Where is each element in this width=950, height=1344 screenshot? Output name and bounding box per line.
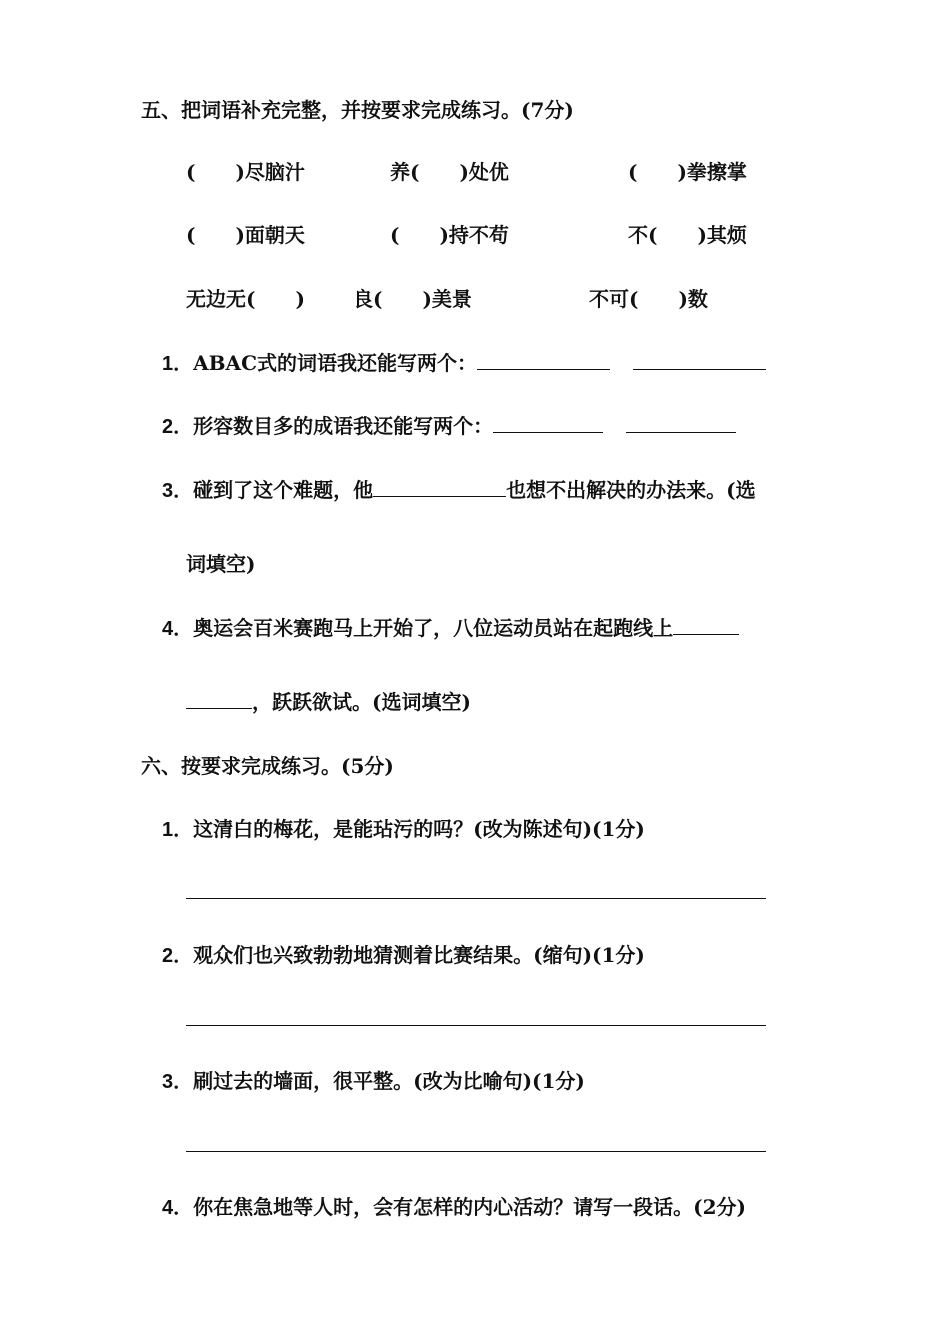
s5-q1-text: ABAC式的词语我还能写两个：	[193, 351, 477, 375]
s5-question-1	[162, 350, 766, 377]
idiom-3-3: 不可( )数	[589, 287, 708, 311]
s5-q2-blank-2[interactable]	[626, 414, 736, 433]
s6-q2-answer-line[interactable]	[186, 1025, 766, 1026]
section6-title: 六、按要求完成练习。(5分)	[141, 754, 394, 778]
s5-q4-blank-b[interactable]	[186, 690, 252, 709]
s5-q4-text-a: 奥运会百米赛跑马上开始了，八位运动员站在起跑线上	[193, 616, 674, 640]
s5-q2-text: 形容数目多的成语我还能写两个：	[193, 414, 494, 438]
s5-q4-line-2	[186, 689, 471, 715]
s5-q1-number: 1．	[162, 353, 194, 375]
idiom-1-2: 养( )处优	[390, 160, 509, 184]
s5-q3-number: 3．	[162, 480, 194, 502]
s5-q3-text-c: 词填空)	[186, 552, 256, 576]
s6-q3-text: 刷过去的墙面，很平整。(改为比喻句)(1分)	[193, 1069, 585, 1093]
s5-question-4	[162, 615, 739, 642]
s5-q4-blank-a[interactable]	[673, 616, 739, 635]
s6-q2-text: 观众们也兴致勃勃地猜测着比赛结果。(缩句)(1分)	[193, 943, 645, 967]
s5-q1-blank-1[interactable]	[477, 351, 610, 370]
s5-q4-text-b: ，跃跃欲试。(选词填空)	[252, 690, 471, 714]
idiom-2-1: ( )面朝天	[186, 223, 305, 247]
idiom-3-2: 良( )美景	[353, 287, 472, 311]
idiom-2-3: 不( )其烦	[628, 223, 747, 247]
s6-q1-text: 这清白的梅花，是能玷污的吗？(改为陈述句)(1分)	[193, 817, 645, 841]
s5-q2-blank-1[interactable]	[493, 414, 603, 433]
s6-q1-answer-line[interactable]	[186, 898, 766, 899]
idiom-1-3: ( )拳擦掌	[628, 160, 747, 184]
s6-question-4	[162, 1194, 746, 1221]
s6-q3-number: 3．	[162, 1071, 194, 1093]
s5-q4-number: 4．	[162, 618, 194, 640]
section5-title: 五、把词语补充完整，并按要求完成练习。(7分)	[141, 98, 574, 122]
s6-q3-answer-line[interactable]	[186, 1151, 766, 1152]
idiom-1-1: ( )尽脑汁	[186, 160, 305, 184]
s6-q1-number: 1．	[162, 819, 194, 841]
s5-question-3	[162, 477, 756, 504]
s6-q2-number: 2．	[162, 945, 194, 967]
s5-q1-blank-2[interactable]	[633, 351, 766, 370]
s6-q4-text: 你在焦急地等人时，会有怎样的内心活动？请写一段话。(2分)	[193, 1195, 746, 1219]
idiom-2-2: ( )持不苟	[390, 223, 509, 247]
s6-q4-number: 4．	[162, 1197, 194, 1219]
idiom-3-1: 无边无( )	[186, 287, 305, 311]
s6-question-3	[162, 1068, 585, 1095]
s5-question-2	[162, 413, 736, 440]
s5-q2-number: 2．	[162, 416, 194, 438]
s5-q3-text-b: 也想不出解决的办法来。(选	[506, 478, 756, 502]
s5-q3-blank[interactable]	[373, 478, 506, 497]
s5-q3-text-a: 碰到了这个难题，他	[193, 478, 374, 502]
s6-question-1	[162, 816, 645, 843]
s6-question-2	[162, 942, 645, 969]
